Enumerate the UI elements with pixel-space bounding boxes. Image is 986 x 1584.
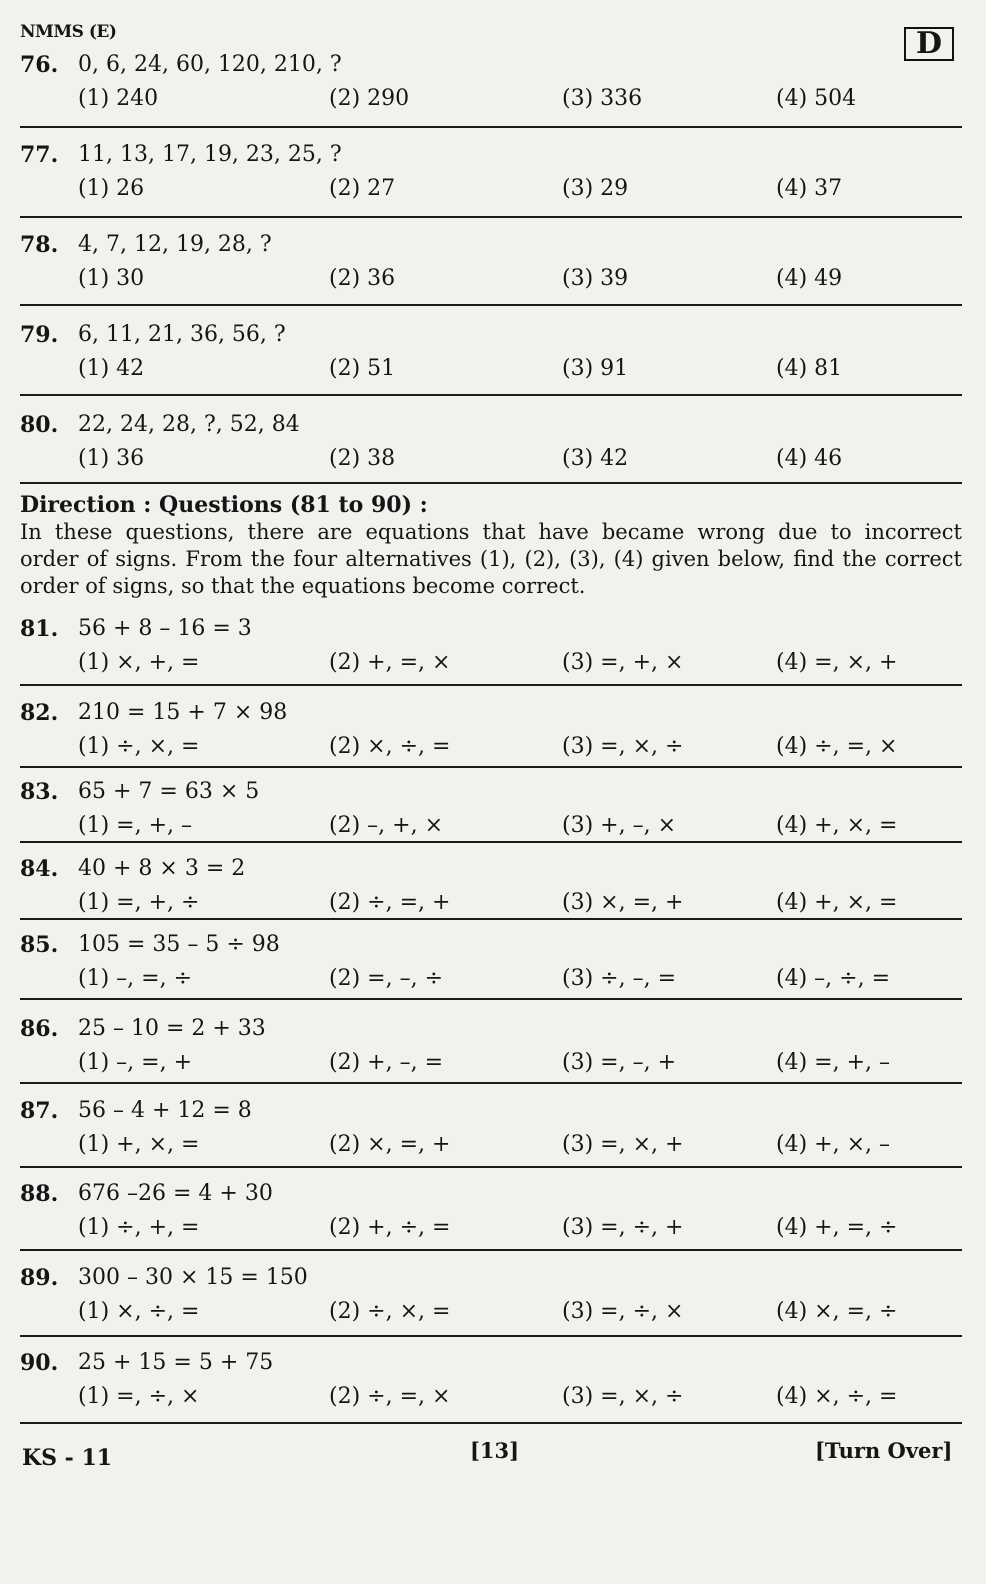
divider [20, 1166, 962, 1168]
option-2: (2) 290 [329, 86, 410, 111]
option-2: (2) ×, ÷, = [329, 734, 451, 759]
direction-line: order of signs. From the four alternatives (1), (2), (3), (4) given below, find the correct [20, 547, 962, 571]
option-2: (2) +, =, × [329, 650, 451, 675]
question-number: 89. [20, 1265, 59, 1291]
question-number: 83. [20, 779, 59, 805]
option-2: (2) ÷, ×, = [329, 1299, 451, 1324]
page-number: [13] [470, 1438, 520, 1463]
question-stem: 56 – 4 + 12 = 8 [78, 1098, 252, 1123]
option-2: (2) –, +, × [329, 813, 443, 838]
divider [20, 918, 962, 920]
direction-title: Direction : Questions (81 to 90) : [20, 492, 428, 518]
option-1: (1) 240 [78, 86, 159, 111]
option-2: (2) ÷, =, + [329, 890, 451, 915]
divider [20, 1422, 962, 1424]
divider [20, 1335, 962, 1337]
divider [20, 998, 962, 1000]
option-4: (4) ×, ÷, = [776, 1384, 898, 1409]
question-stem: 300 – 30 × 15 = 150 [78, 1265, 308, 1290]
option-2: (2) 36 [329, 266, 396, 291]
option-4: (4) +, ×, = [776, 813, 898, 838]
option-4: (4) +, ×, = [776, 890, 898, 915]
option-3: (3) ×, =, + [562, 890, 684, 915]
option-2: (2) ÷, =, × [329, 1384, 451, 1409]
option-4: (4) 37 [776, 176, 843, 201]
question-number: 79. [20, 322, 59, 348]
question-stem: 40 + 8 × 3 = 2 [78, 856, 246, 881]
option-4: (4) ÷, =, × [776, 734, 898, 759]
question-stem: 0, 6, 24, 60, 120, 210, ? [78, 52, 342, 77]
divider [20, 684, 962, 686]
option-1: (1) 26 [78, 176, 145, 201]
option-2: (2) =, –, ÷ [329, 966, 443, 991]
question-number: 86. [20, 1016, 59, 1042]
option-3: (3) 29 [562, 176, 629, 201]
option-3: (3) +, –, × [562, 813, 676, 838]
option-4: (4) ×, =, ÷ [776, 1299, 898, 1324]
direction-line: In these questions, there are equations that have became wrong due to incorrect [20, 520, 962, 544]
option-4: (4) 504 [776, 86, 857, 111]
divider [20, 304, 962, 306]
option-4: (4) 46 [776, 446, 843, 471]
question-stem: 105 = 35 – 5 ÷ 98 [78, 932, 280, 957]
option-1: (1) –, =, + [78, 1050, 192, 1075]
option-3: (3) ÷, –, = [562, 966, 676, 991]
option-1: (1) 36 [78, 446, 145, 471]
question-number: 85. [20, 932, 59, 958]
divider [20, 766, 962, 768]
divider [20, 394, 962, 396]
option-3: (3) =, ×, ÷ [562, 734, 684, 759]
question-stem: 4, 7, 12, 19, 28, ? [78, 232, 272, 257]
question-number: 78. [20, 232, 59, 258]
option-2: (2) 27 [329, 176, 396, 201]
question-number: 90. [20, 1350, 59, 1376]
option-3: (3) 336 [562, 86, 643, 111]
option-3: (3) =, ÷, + [562, 1215, 684, 1240]
set-label-box: D [904, 27, 954, 61]
option-4: (4) =, +, – [776, 1050, 890, 1075]
option-1: (1) –, =, ÷ [78, 966, 192, 991]
option-4: (4) 49 [776, 266, 843, 291]
question-number: 76. [20, 52, 59, 78]
question-stem: 56 + 8 – 16 = 3 [78, 616, 252, 641]
question-stem: 210 = 15 + 7 × 98 [78, 700, 288, 725]
question-number: 84. [20, 856, 59, 882]
question-stem: 11, 13, 17, 19, 23, 25, ? [78, 142, 342, 167]
question-number: 88. [20, 1181, 59, 1207]
option-1: (1) =, +, ÷ [78, 890, 200, 915]
question-stem: 65 + 7 = 63 × 5 [78, 779, 260, 804]
question-number: 77. [20, 142, 59, 168]
option-2: (2) +, ÷, = [329, 1215, 451, 1240]
option-1: (1) 30 [78, 266, 145, 291]
option-2: (2) 51 [329, 356, 396, 381]
option-1: (1) =, ÷, × [78, 1384, 200, 1409]
option-4: (4) 81 [776, 356, 843, 381]
option-2: (2) ×, =, + [329, 1132, 451, 1157]
question-stem: 22, 24, 28, ?, 52, 84 [78, 412, 300, 437]
divider [20, 126, 962, 128]
divider [20, 216, 962, 218]
option-3: (3) =, ×, + [562, 1132, 684, 1157]
option-3: (3) 91 [562, 356, 629, 381]
option-1: (1) =, +, – [78, 813, 192, 838]
divider [20, 482, 962, 484]
direction-line: order of signs, so that the equations become correct. [20, 574, 586, 598]
divider [20, 1082, 962, 1084]
option-1: (1) ×, ÷, = [78, 1299, 200, 1324]
option-3: (3) =, ÷, × [562, 1299, 684, 1324]
option-3: (3) 39 [562, 266, 629, 291]
option-4: (4) –, ÷, = [776, 966, 890, 991]
question-stem: 6, 11, 21, 36, 56, ? [78, 322, 286, 347]
divider [20, 1249, 962, 1251]
turn-over-note: [Turn Over] [815, 1438, 953, 1463]
option-1: (1) ×, +, = [78, 650, 200, 675]
option-1: (1) ÷, ×, = [78, 734, 200, 759]
option-4: (4) +, ×, – [776, 1132, 890, 1157]
option-3: (3) =, –, + [562, 1050, 676, 1075]
option-3: (3) =, +, × [562, 650, 684, 675]
question-number: 82. [20, 700, 59, 726]
option-4: (4) +, =, ÷ [776, 1215, 898, 1240]
option-2: (2) 38 [329, 446, 396, 471]
option-1: (1) +, ×, = [78, 1132, 200, 1157]
question-stem: 676 –26 = 4 + 30 [78, 1181, 273, 1206]
divider [20, 841, 962, 843]
option-1: (1) ÷, +, = [78, 1215, 200, 1240]
direction-block [20, 492, 962, 600]
option-3: (3) =, ×, ÷ [562, 1384, 684, 1409]
option-3: (3) 42 [562, 446, 629, 471]
question-number: 80. [20, 412, 59, 438]
option-2: (2) +, –, = [329, 1050, 443, 1075]
question-number: 81. [20, 616, 59, 642]
footer-code: KS - 11 [22, 1445, 113, 1471]
question-stem: 25 – 10 = 2 + 33 [78, 1016, 266, 1041]
option-1: (1) 42 [78, 356, 145, 381]
question-number: 87. [20, 1098, 59, 1124]
question-stem: 25 + 15 = 5 + 75 [78, 1350, 274, 1375]
option-4: (4) =, ×, + [776, 650, 898, 675]
exam-code: NMMS (E) [20, 22, 117, 42]
